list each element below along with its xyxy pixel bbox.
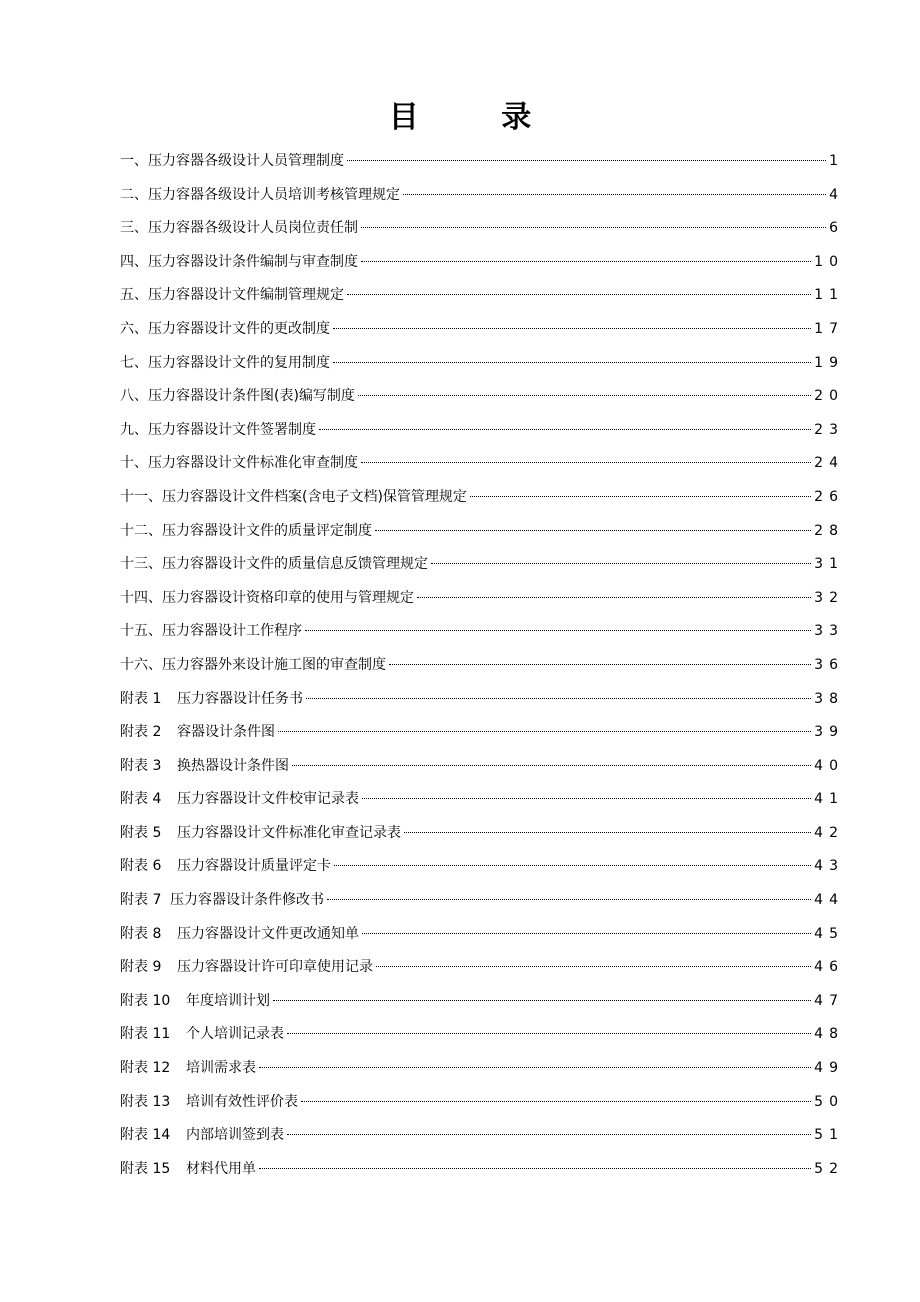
toc-entry-prefix: 附表 9 xyxy=(120,959,162,976)
toc-page-number: 20 xyxy=(814,388,844,405)
toc-entry[interactable] xyxy=(120,850,844,884)
toc-entry[interactable] xyxy=(120,347,844,381)
toc-entry-label xyxy=(120,347,330,381)
toc-entry-text: 压力容器设计许可印章使用记录 xyxy=(177,959,373,976)
dot-leader xyxy=(259,1066,811,1068)
toc-page-number: 24 xyxy=(814,455,844,472)
table-of-contents xyxy=(120,145,844,1186)
dot-leader xyxy=(287,1133,811,1135)
dot-leader xyxy=(431,562,811,564)
dot-leader xyxy=(301,1100,811,1102)
toc-entry[interactable] xyxy=(120,145,844,179)
toc-entry[interactable] xyxy=(120,817,844,851)
toc-entry-label xyxy=(120,716,275,750)
toc-entry-prefix: 附表 4 xyxy=(120,791,162,808)
toc-entry-prefix: 附表 3 xyxy=(120,757,162,774)
dot-leader xyxy=(389,663,811,665)
dot-leader xyxy=(361,461,811,463)
toc-page-number: 48 xyxy=(814,1026,844,1043)
toc-page-number: 45 xyxy=(814,925,844,942)
toc-entry[interactable] xyxy=(120,615,844,649)
toc-page-number: 41 xyxy=(814,791,844,808)
dot-leader xyxy=(333,327,811,329)
toc-entry[interactable] xyxy=(120,1052,844,1086)
toc-entry-label xyxy=(120,1052,256,1086)
toc-entry-text: 十三、压力容器设计文件的质量信息反馈管理规定 xyxy=(120,556,428,573)
toc-entry[interactable] xyxy=(120,447,844,481)
toc-entry-text: 压力容器设计条件修改书 xyxy=(170,892,324,909)
toc-page-number: 44 xyxy=(814,892,844,909)
toc-entry[interactable] xyxy=(120,985,844,1019)
toc-entry-prefix: 附表 5 xyxy=(120,824,162,841)
toc-entry[interactable] xyxy=(120,716,844,750)
toc-entry-text: 七、压力容器设计文件的复用制度 xyxy=(120,354,330,371)
toc-entry[interactable] xyxy=(120,951,844,985)
toc-page-number: 4 xyxy=(829,186,844,203)
toc-page-number: 51 xyxy=(814,1127,844,1144)
toc-page-number: 38 xyxy=(814,690,844,707)
toc-entry-label xyxy=(120,447,358,481)
dot-leader xyxy=(375,529,811,531)
toc-entry-label xyxy=(120,850,331,884)
dot-leader xyxy=(306,697,811,699)
toc-entry[interactable] xyxy=(120,884,844,918)
dot-leader xyxy=(361,226,826,228)
toc-entry-prefix: 附表 8 xyxy=(120,925,162,942)
toc-entry-text: 二、压力容器各级设计人员培训考核管理规定 xyxy=(120,186,400,203)
dot-leader xyxy=(404,831,811,833)
toc-entry-text: 年度培训计划 xyxy=(186,992,270,1009)
toc-entry-text: 压力容器设计质量评定卡 xyxy=(177,858,331,875)
toc-entry-prefix: 附表 14 xyxy=(120,1127,171,1144)
dot-leader xyxy=(361,260,811,262)
toc-entry-label xyxy=(120,649,386,683)
toc-entry-label xyxy=(120,817,401,851)
toc-entry[interactable] xyxy=(120,918,844,952)
toc-entry-label xyxy=(120,515,372,549)
toc-entry-label xyxy=(120,481,467,515)
toc-entry-label xyxy=(120,615,302,649)
dot-leader xyxy=(287,1032,811,1034)
toc-entry-label xyxy=(120,548,428,582)
toc-entry-label xyxy=(120,313,330,347)
dot-leader xyxy=(334,864,811,866)
toc-entry-text: 三、压力容器各级设计人员岗位责任制 xyxy=(120,220,358,237)
toc-entry-label xyxy=(120,212,358,246)
toc-entry-text: 内部培训签到表 xyxy=(186,1127,284,1144)
toc-page-number: 6 xyxy=(829,220,844,237)
toc-page-number: 39 xyxy=(814,724,844,741)
toc-entry[interactable] xyxy=(120,414,844,448)
toc-entry[interactable] xyxy=(120,515,844,549)
toc-page-number: 47 xyxy=(814,992,844,1009)
toc-entry-label xyxy=(120,683,303,717)
toc-page-number: 36 xyxy=(814,656,844,673)
toc-page-number: 11 xyxy=(814,287,844,304)
toc-entry-text: 八、压力容器设计条件图(表)编写制度 xyxy=(120,388,355,405)
dot-leader xyxy=(362,797,811,799)
toc-entry-label xyxy=(120,1153,256,1187)
dot-leader xyxy=(347,293,811,295)
toc-entry-label xyxy=(120,783,359,817)
dot-leader xyxy=(292,764,811,766)
toc-entry-label xyxy=(120,985,270,1019)
toc-entry-label xyxy=(120,884,324,918)
toc-entry[interactable] xyxy=(120,313,844,347)
toc-entry-text: 五、压力容器设计文件编制管理规定 xyxy=(120,287,344,304)
toc-entry-text: 培训需求表 xyxy=(186,1060,256,1077)
dot-leader xyxy=(347,159,826,161)
toc-entry-label xyxy=(120,750,289,784)
toc-entry-label xyxy=(120,246,358,280)
toc-entry[interactable] xyxy=(120,1119,844,1153)
toc-entry-text: 压力容器设计任务书 xyxy=(177,690,303,707)
toc-page-number: 42 xyxy=(814,824,844,841)
toc-entry-prefix: 附表 15 xyxy=(120,1160,171,1177)
toc-entry-prefix: 附表 6 xyxy=(120,858,162,875)
toc-entry-text: 压力容器设计文件标准化审查记录表 xyxy=(177,824,401,841)
toc-page-number: 40 xyxy=(814,757,844,774)
dot-leader xyxy=(273,999,811,1001)
toc-entry[interactable] xyxy=(120,783,844,817)
toc-entry-prefix: 附表 13 xyxy=(120,1093,171,1110)
toc-entry-prefix: 附表 10 xyxy=(120,992,171,1009)
toc-entry[interactable] xyxy=(120,380,844,414)
toc-entry[interactable] xyxy=(120,1018,844,1052)
toc-entry-text: 四、压力容器设计条件编制与审查制度 xyxy=(120,253,358,270)
toc-entry[interactable] xyxy=(120,481,844,515)
toc-entry[interactable] xyxy=(120,649,844,683)
toc-entry-label xyxy=(120,279,344,313)
toc-page-number: 28 xyxy=(814,522,844,539)
toc-entry-text: 十二、压力容器设计文件的质量评定制度 xyxy=(120,522,372,539)
toc-page-number: 33 xyxy=(814,623,844,640)
toc-entry-text: 十五、压力容器设计工作程序 xyxy=(120,623,302,640)
dot-leader xyxy=(319,428,811,430)
toc-entry[interactable] xyxy=(120,279,844,313)
toc-entry-label xyxy=(120,380,355,414)
dot-leader xyxy=(358,394,811,396)
toc-entry-prefix: 附表 2 xyxy=(120,724,162,741)
toc-page-number: 17 xyxy=(814,320,844,337)
dot-leader xyxy=(278,730,811,732)
toc-entry-label xyxy=(120,1119,284,1153)
toc-entry-text: 十四、压力容器设计资格印章的使用与管理规定 xyxy=(120,589,414,606)
dot-leader xyxy=(362,932,811,934)
toc-entry-text: 十一、压力容器设计文件档案(含电子文档)保管管理规定 xyxy=(120,488,467,505)
toc-entry[interactable] xyxy=(120,1086,844,1120)
toc-entry-label xyxy=(120,918,359,952)
toc-entry-text: 换热器设计条件图 xyxy=(177,757,289,774)
toc-entry-text: 个人培训记录表 xyxy=(186,1026,284,1043)
toc-page-number: 10 xyxy=(814,253,844,270)
toc-entry-text: 压力容器设计文件校审记录表 xyxy=(177,791,359,808)
toc-entry[interactable] xyxy=(120,683,844,717)
dot-leader xyxy=(305,629,811,631)
toc-entry-text: 培训有效性评价表 xyxy=(186,1093,298,1110)
page-title: 目 录 xyxy=(388,100,568,135)
toc-entry-text: 九、压力容器设计文件签署制度 xyxy=(120,421,316,438)
toc-entry[interactable] xyxy=(120,750,844,784)
dot-leader xyxy=(470,495,811,497)
toc-entry-prefix: 附表 11 xyxy=(120,1026,171,1043)
toc-page-number: 19 xyxy=(814,354,844,371)
toc-entry-label xyxy=(120,951,373,985)
toc-entry[interactable] xyxy=(120,582,844,616)
toc-entry-prefix: 附表 1 xyxy=(120,690,162,707)
toc-page-number: 49 xyxy=(814,1060,844,1077)
toc-entry[interactable] xyxy=(120,548,844,582)
toc-entry-text: 六、压力容器设计文件的更改制度 xyxy=(120,320,330,337)
toc-entry-label xyxy=(120,414,316,448)
toc-page-number: 52 xyxy=(814,1160,844,1177)
dot-leader xyxy=(417,596,811,598)
dot-leader xyxy=(403,193,826,195)
dot-leader xyxy=(327,898,811,900)
toc-entry-text: 压力容器设计文件更改通知单 xyxy=(177,925,359,942)
toc-page-number: 26 xyxy=(814,488,844,505)
toc-entry-text: 容器设计条件图 xyxy=(177,724,275,741)
dot-leader xyxy=(333,361,811,363)
dot-leader xyxy=(376,965,811,967)
toc-page-number: 23 xyxy=(814,421,844,438)
toc-entry[interactable] xyxy=(120,179,844,213)
toc-entry[interactable] xyxy=(120,212,844,246)
toc-entry-prefix: 附表 12 xyxy=(120,1060,171,1077)
toc-entry-label xyxy=(120,582,414,616)
toc-entry-label xyxy=(120,1086,298,1120)
toc-entry-label xyxy=(120,179,400,213)
toc-entry-prefix: 附表 7 xyxy=(120,892,162,909)
toc-entry[interactable] xyxy=(120,1153,844,1187)
toc-entry-label xyxy=(120,1018,284,1052)
toc-entry-text: 一、压力容器各级设计人员管理制度 xyxy=(120,153,344,169)
dot-leader xyxy=(259,1167,811,1169)
toc-page-number: 43 xyxy=(814,858,844,875)
toc-entry-text: 材料代用单 xyxy=(186,1160,256,1177)
toc-page-number: 1 xyxy=(829,153,844,169)
toc-page-number: 50 xyxy=(814,1093,844,1110)
toc-entry-text: 十六、压力容器外来设计施工图的审查制度 xyxy=(120,656,386,673)
toc-page-number: 32 xyxy=(814,589,844,606)
toc-entry-text: 十、压力容器设计文件标准化审查制度 xyxy=(120,455,358,472)
toc-entry-label xyxy=(120,145,344,179)
toc-page-number: 31 xyxy=(814,556,844,573)
toc-page-number: 46 xyxy=(814,959,844,976)
toc-entry[interactable] xyxy=(120,246,844,280)
